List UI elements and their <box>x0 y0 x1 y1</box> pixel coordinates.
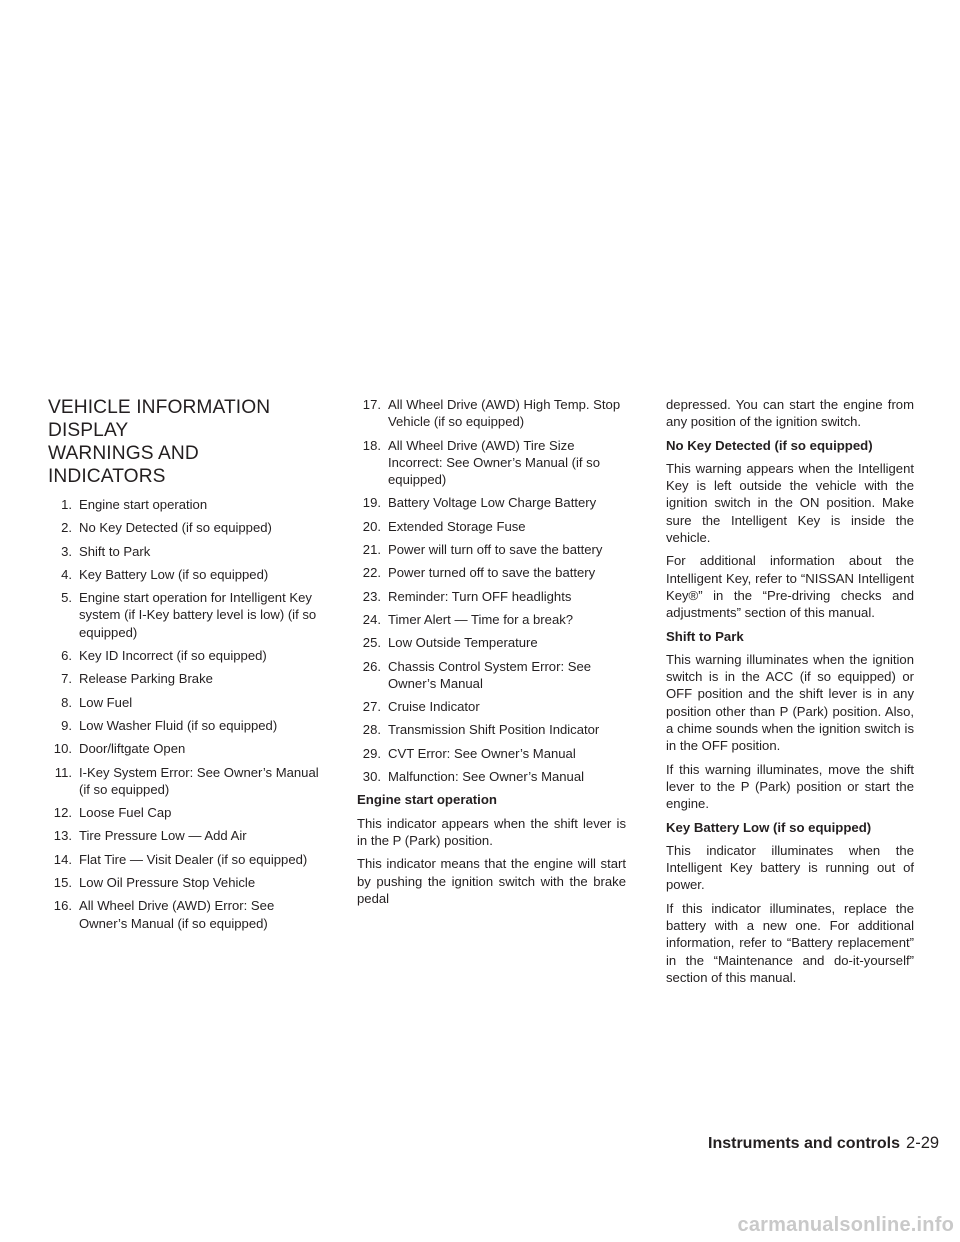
list-item-number: 7. <box>61 671 72 687</box>
list-item-number: 14. <box>53 851 72 867</box>
list-item <box>357 745 626 762</box>
list-item-text: Key ID Incorrect (if so equipped) <box>79 648 267 664</box>
list-item <box>48 740 320 757</box>
list-item <box>48 496 320 513</box>
list-item-number: 9. <box>61 717 72 733</box>
list-item-number: 19. <box>362 495 381 511</box>
list-item-text: Malfunction: See Owner’s Manual <box>388 769 585 785</box>
list-item-number: 11. <box>54 764 72 780</box>
list-item <box>48 694 320 711</box>
list-item-number: 26. <box>362 658 381 674</box>
shift-park-para-2: If this warning illuminates, move the shift lever to the P (Park) position or start the engine. <box>666 761 914 812</box>
list-item-text: All Wheel Drive (AWD) Error: See Owner’s Manual (if so equipped) <box>79 898 275 931</box>
list-item <box>48 874 320 891</box>
list-item-number: 22. <box>362 565 381 581</box>
list-item-number: 20. <box>362 518 381 534</box>
page-number: 2-29 <box>906 1134 940 1152</box>
page-footer <box>708 1133 940 1154</box>
column-middle <box>357 396 626 913</box>
list-item-text: Timer Alert — Time for a break? <box>388 611 574 627</box>
list-item <box>357 634 626 651</box>
list-item-text: Low Oil Pressure Stop Vehicle <box>79 875 256 891</box>
engine-start-heading: Engine start operation <box>357 792 497 808</box>
list-item-number: 30. <box>362 769 381 785</box>
list-item-number: 23. <box>362 588 381 604</box>
list-item-number: 5. <box>61 590 72 606</box>
list-item-number: 4. <box>61 566 72 582</box>
engine-start-para-1: This indicator appears when the shift lever is in the P (Park) position. <box>357 815 626 848</box>
list-item <box>357 437 626 489</box>
list-item <box>357 564 626 581</box>
list-item-text: Low Fuel <box>79 694 133 710</box>
list-item <box>357 518 626 535</box>
list-item-number: 18. <box>362 437 381 453</box>
list-item-number: 2. <box>61 520 72 536</box>
indicator-list-part-1 <box>48 496 320 932</box>
list-item <box>357 768 626 785</box>
list-item <box>357 541 626 558</box>
list-item-text: Loose Fuel Cap <box>79 805 172 821</box>
no-key-para-1: This warning appears when the Intelligent Key is left outside the vehicle with the ignition switch in the ON position. Make sure the Intelligent Key is inside the vehicle. <box>666 460 914 546</box>
list-item <box>48 647 320 664</box>
list-item-number: 16. <box>53 898 72 914</box>
list-item <box>48 764 320 799</box>
list-item-number: 15. <box>53 875 72 891</box>
engine-start-para-2: This indicator means that the engine will start by pushing the ignition switch with the brake pedal <box>357 856 626 906</box>
list-item-number: 10. <box>53 741 72 757</box>
list-item-number: 24. <box>362 611 381 627</box>
list-item-number: 29. <box>362 745 381 761</box>
list-item-text: No Key Detected (if so equipped) <box>79 520 272 536</box>
title-line-2: WARNINGS AND INDICATORS <box>48 443 199 487</box>
engine-start-para-2-continued: depressed. You can start the engine from any position of the ignition switch. <box>666 397 914 430</box>
list-item-number: 1. <box>61 497 72 512</box>
list-item <box>48 897 320 932</box>
list-item-text: Tire Pressure Low — Add Air <box>79 828 247 844</box>
list-item-text: Battery Voltage Low Charge Battery <box>388 495 597 511</box>
list-item <box>357 658 626 693</box>
list-item-number: 27. <box>362 699 381 715</box>
list-item <box>357 611 626 628</box>
list-item-text: All Wheel Drive (AWD) Tire Size Incorrect: See Owner’s Manual (if so equipped) <box>388 437 601 488</box>
no-key-para-2: For additional information about the Intelligent Key, refer to “NISSAN Intelligent Key®” in the “Pre-driving checks and adjustments” section of this manual. <box>666 553 914 621</box>
list-item-text: Transmission Shift Position Indicator <box>388 722 600 738</box>
list-item-text: I-Key System Error: See Owner’s Manual (if so equipped) <box>79 764 319 797</box>
key-battery-para-2: If this indicator illuminates, replace the battery with a new one. For additional information, refer to “Battery replacement” in the “Maintenance and do-it-yourself” section of this manual. <box>666 900 914 985</box>
list-item <box>357 396 626 431</box>
title-line-1: VEHICLE INFORMATION DISPLAY <box>48 397 271 441</box>
list-item-text: Low Outside Temperature <box>388 635 538 651</box>
list-item <box>357 588 626 605</box>
list-item-number: 8. <box>61 694 72 710</box>
shift-park-heading: Shift to Park <box>666 628 744 644</box>
list-item <box>48 589 320 641</box>
column-left <box>48 396 320 938</box>
list-item-text: Release Parking Brake <box>79 671 213 687</box>
list-item-number: 6. <box>61 648 72 664</box>
list-item <box>48 851 320 868</box>
key-battery-para-1: This indicator illuminates when the Intelligent Key battery is running out of power. <box>666 842 914 893</box>
list-item-text: CVT Error: See Owner’s Manual <box>388 745 576 761</box>
list-item <box>48 566 320 583</box>
list-item-number: 13. <box>53 828 72 844</box>
list-item-text: Engine start operation <box>79 497 208 512</box>
list-item <box>357 698 626 715</box>
list-item-text: Shift to Park <box>79 543 151 559</box>
list-item-number: 28. <box>362 722 381 738</box>
list-item <box>48 827 320 844</box>
list-item-text: Reminder: Turn OFF headlights <box>388 588 572 604</box>
no-key-heading: No Key Detected (if so equipped) <box>666 437 873 453</box>
list-item-text: Cruise Indicator <box>388 699 480 715</box>
list-item-number: 25. <box>362 635 381 651</box>
list-item-text: Engine start operation for Intelligent Key system (if I-Key battery level is low) (if so equipped) <box>79 590 317 640</box>
list-item <box>357 721 626 738</box>
indicator-list-part-2 <box>357 396 626 785</box>
list-item-text: Extended Storage Fuse <box>388 518 526 534</box>
list-item <box>48 519 320 536</box>
key-battery-heading: Key Battery Low (if so equipped) <box>666 819 872 835</box>
list-item <box>48 717 320 734</box>
page-title <box>48 396 320 488</box>
list-item-text: Chassis Control System Error: See Owner’s Manual <box>388 658 592 691</box>
list-item <box>48 804 320 821</box>
watermark-text: carmanualsonline.info <box>737 1214 954 1236</box>
list-item-text: Power will turn off to save the battery <box>388 542 603 558</box>
list-item-number: 21. <box>362 542 381 558</box>
list-item-number: 3. <box>61 543 72 559</box>
list-item-text: All Wheel Drive (AWD) High Temp. Stop Vehicle (if so equipped) <box>388 397 621 430</box>
footer-section-name: Instruments and controls <box>708 1135 901 1152</box>
list-item-text: Key Battery Low (if so equipped) <box>79 566 269 582</box>
list-item-number: 12. <box>53 805 72 821</box>
column-right <box>666 396 914 992</box>
shift-park-para-1: This warning illuminates when the ignition switch is in the ACC (if so equipped) or OFF position and the shift lever is in any position other than P (Park) position. Also, a chime sounds when the ignition switch is in the OFF position. <box>666 651 914 754</box>
list-item-text: Door/liftgate Open <box>79 741 186 757</box>
list-item <box>48 543 320 560</box>
list-item-number: 17. <box>362 397 381 412</box>
list-item <box>357 494 626 511</box>
list-item-text: Power turned off to save the battery <box>388 565 596 581</box>
list-item-text: Low Washer Fluid (if so equipped) <box>79 717 278 733</box>
list-item <box>48 670 320 687</box>
list-item-text: Flat Tire — Visit Dealer (if so equipped) <box>79 851 308 867</box>
